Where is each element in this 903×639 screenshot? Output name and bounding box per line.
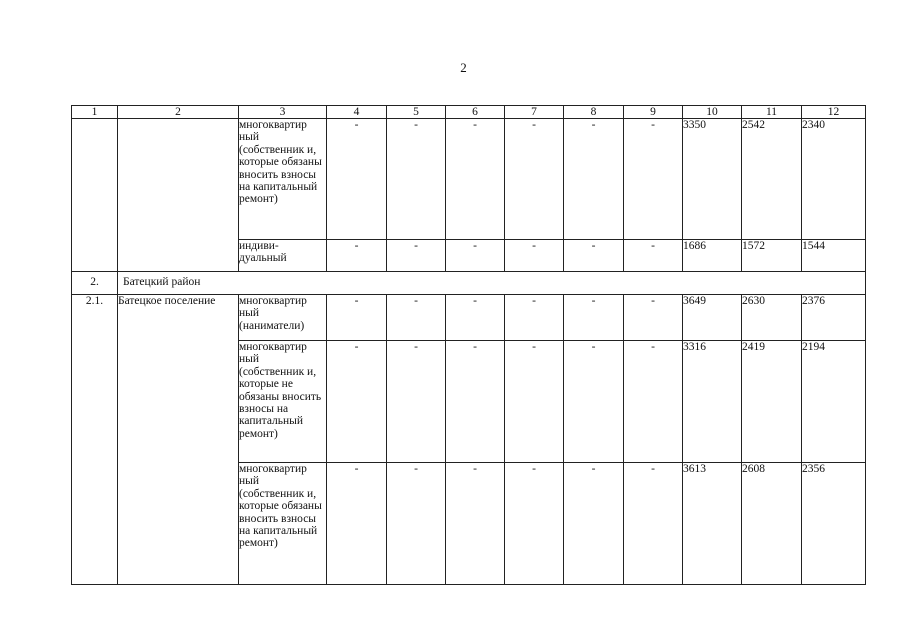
row-number-cell	[72, 119, 118, 272]
value-cell: 3649	[683, 295, 742, 341]
row-name-cell	[118, 119, 239, 272]
dash-cell: -	[564, 341, 624, 463]
dash-cell: -	[446, 295, 505, 341]
value-cell: 2340	[802, 119, 866, 240]
dash-cell: -	[387, 463, 446, 585]
value-cell: 2630	[742, 295, 802, 341]
dash-cell: -	[505, 240, 564, 272]
header-cell: 12	[802, 106, 866, 119]
table-row	[72, 119, 866, 240]
value-cell: 1572	[742, 240, 802, 272]
dash-cell: -	[505, 119, 564, 240]
dash-cell: -	[505, 341, 564, 463]
value-cell: 3613	[683, 463, 742, 585]
table-row	[72, 295, 866, 341]
header-cell: 7	[505, 106, 564, 119]
tariff-table	[71, 105, 866, 585]
dash-cell: -	[564, 119, 624, 240]
page-number: 2	[460, 60, 467, 75]
region-number-cell: 2.	[72, 272, 118, 295]
header-cell: 10	[683, 106, 742, 119]
housing-type-cell: многоквартир ный (собственник и, которые обязаны вносить взносы на капитальный ремонт)	[239, 463, 327, 585]
dash-cell: -	[387, 295, 446, 341]
dash-cell: -	[387, 240, 446, 272]
header-cell: 2	[118, 106, 239, 119]
dash-cell: -	[624, 119, 683, 240]
dash-cell: -	[624, 463, 683, 585]
dash-cell: -	[505, 463, 564, 585]
header-cell: 1	[72, 106, 118, 119]
dash-cell: -	[446, 341, 505, 463]
value-cell: 2194	[802, 341, 866, 463]
dash-cell: -	[387, 341, 446, 463]
dash-cell: -	[387, 119, 446, 240]
dash-cell: -	[327, 119, 387, 240]
dash-cell: -	[505, 295, 564, 341]
value-cell: 2542	[742, 119, 802, 240]
dash-cell: -	[624, 341, 683, 463]
housing-type-cell: многоквартир ный (собственник и, которые обязаны вносить взносы на капитальный ремонт)	[239, 119, 327, 240]
settlement-number-cell: 2.1.	[72, 295, 118, 585]
header-cell: 3	[239, 106, 327, 119]
housing-type-cell: многоквартир ный (наниматели)	[239, 295, 327, 341]
value-cell: 2608	[742, 463, 802, 585]
dash-cell: -	[564, 463, 624, 585]
header-cell: 8	[564, 106, 624, 119]
dash-cell: -	[446, 240, 505, 272]
dash-cell: -	[327, 295, 387, 341]
housing-type-cell: индиви- дуальный	[239, 240, 327, 272]
dash-cell: -	[564, 295, 624, 341]
dash-cell: -	[624, 295, 683, 341]
header-row	[72, 106, 866, 119]
dash-cell: -	[327, 341, 387, 463]
settlement-name-cell: Батецкое поселение	[118, 295, 239, 585]
region-row	[72, 272, 866, 295]
value-cell: 3350	[683, 119, 742, 240]
value-cell: 2376	[802, 295, 866, 341]
dash-cell: -	[446, 119, 505, 240]
housing-type-cell: многоквартир ный (собственник и, которые не обязаны вносить взносы на капитальный ремонт)	[239, 341, 327, 463]
header-cell: 9	[624, 106, 683, 119]
value-cell: 1544	[802, 240, 866, 272]
header-cell: 6	[446, 106, 505, 119]
dash-cell: -	[446, 463, 505, 585]
value-cell: 2419	[742, 341, 802, 463]
header-cell: 4	[327, 106, 387, 119]
dash-cell: -	[564, 240, 624, 272]
header-cell: 11	[742, 106, 802, 119]
region-name-cell: Батецкий район	[118, 272, 866, 295]
value-cell: 3316	[683, 341, 742, 463]
dash-cell: -	[327, 240, 387, 272]
value-cell: 1686	[683, 240, 742, 272]
value-cell: 2356	[802, 463, 866, 585]
header-cell: 5	[387, 106, 446, 119]
dash-cell: -	[327, 463, 387, 585]
dash-cell: -	[624, 240, 683, 272]
